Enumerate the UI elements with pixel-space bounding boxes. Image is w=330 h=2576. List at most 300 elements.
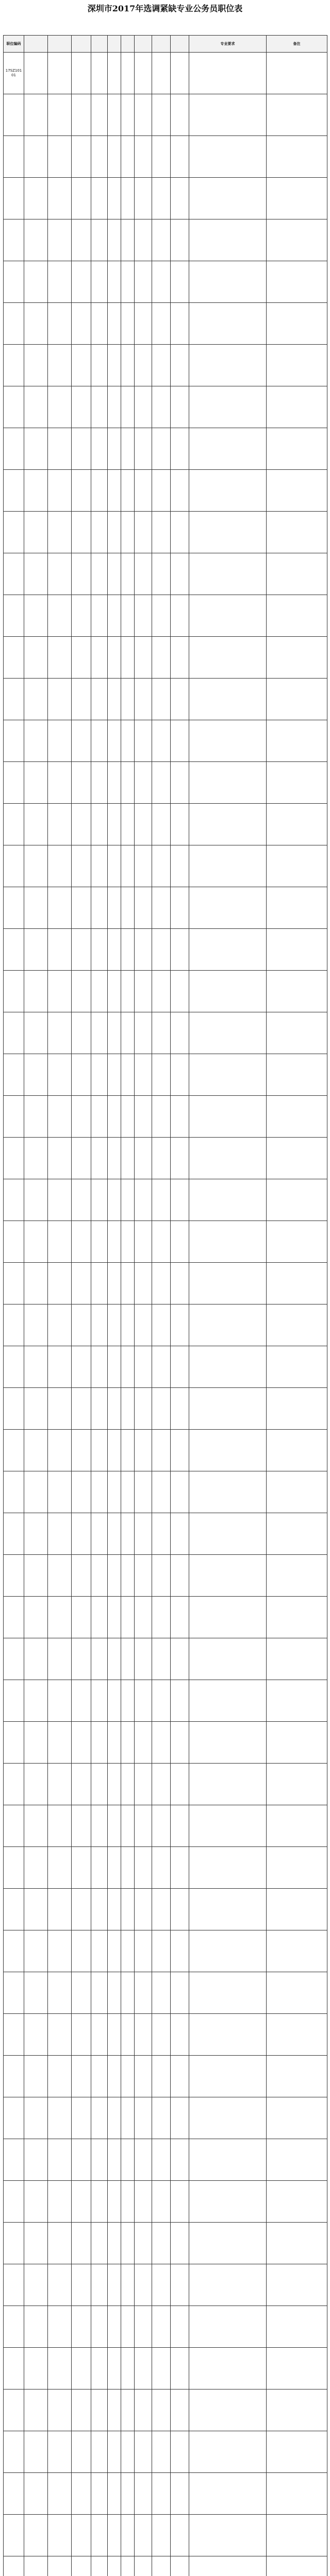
- table-cell: [189, 887, 267, 929]
- table-cell: [121, 1096, 135, 1138]
- table-cell: [189, 2348, 267, 2389]
- table-cell: [135, 679, 152, 720]
- table-row: [4, 2181, 327, 2223]
- table-cell: [91, 2473, 108, 2515]
- table-cell: [4, 1346, 24, 1388]
- table-cell: [108, 2181, 121, 2223]
- table-cell: [72, 1764, 91, 1805]
- table-cell: [171, 637, 189, 679]
- table-cell: [135, 1221, 152, 1263]
- table-cell: [267, 470, 327, 512]
- table-cell: [135, 2014, 152, 2056]
- table-cell: [48, 1972, 72, 2014]
- table-cell: [91, 887, 108, 929]
- table-cell: [24, 136, 48, 178]
- table-cell: [189, 178, 267, 219]
- table-cell: [152, 1930, 171, 1972]
- table-cell: [24, 595, 48, 637]
- table-cell: [48, 595, 72, 637]
- table-cell: [135, 2556, 152, 2576]
- table-cell: [91, 1638, 108, 1680]
- table-cell: [121, 762, 135, 804]
- table-cell: [91, 2556, 108, 2576]
- table-cell: [152, 845, 171, 887]
- table-row: [4, 178, 327, 219]
- table-cell: [4, 2556, 24, 2576]
- table-cell: [135, 512, 152, 553]
- table-cell: [4, 1930, 24, 1972]
- table-cell: [91, 1889, 108, 1930]
- table-cell: [91, 1179, 108, 1221]
- table-cell: [121, 2181, 135, 2223]
- table-row: [4, 1430, 327, 1471]
- table-cell: [24, 428, 48, 470]
- table-cell: [72, 1179, 91, 1221]
- table-row: [4, 1096, 327, 1138]
- table-cell: [121, 804, 135, 845]
- table-cell: [48, 637, 72, 679]
- table-cell: [91, 2014, 108, 2056]
- table-cell: [189, 595, 267, 637]
- table-cell: [152, 1555, 171, 1597]
- table-cell: [121, 2473, 135, 2515]
- table-cell: [171, 2181, 189, 2223]
- table-cell: [72, 845, 91, 887]
- table-cell: [24, 2056, 48, 2097]
- table-cell: [135, 345, 152, 386]
- table-cell: [72, 1847, 91, 1889]
- table-cell: [91, 1471, 108, 1513]
- table-cell: [108, 1430, 121, 1471]
- table-cell: [189, 1138, 267, 1179]
- table-cell: [121, 1597, 135, 1638]
- table-cell: [189, 2556, 267, 2576]
- table-cell: [48, 1764, 72, 1805]
- table-cell: [72, 1054, 91, 1096]
- table-cell: [267, 1388, 327, 1430]
- table-cell: [267, 512, 327, 553]
- table-cell: [189, 2014, 267, 2056]
- table-cell: [108, 2139, 121, 2181]
- table-cell: [135, 2515, 152, 2556]
- table-row: [4, 512, 327, 553]
- table-cell: [91, 1764, 108, 1805]
- table-cell: [24, 2223, 48, 2264]
- table-cell: [267, 2223, 327, 2264]
- table-cell: [121, 94, 135, 136]
- table-cell: [171, 1096, 189, 1138]
- table-cell: [267, 1263, 327, 1304]
- table-cell: [267, 1972, 327, 2014]
- table-cell: [4, 2473, 24, 2515]
- table-cell: [108, 1805, 121, 1847]
- table-cell: [91, 679, 108, 720]
- table-cell: [135, 1972, 152, 2014]
- table-cell: [189, 1096, 267, 1138]
- table-cell: [72, 679, 91, 720]
- table-cell: [48, 1930, 72, 1972]
- table-cell: [189, 1388, 267, 1430]
- table-cell: [24, 261, 48, 303]
- table-cell: [4, 1012, 24, 1054]
- table-cell: [24, 2014, 48, 2056]
- table-cell: [72, 2348, 91, 2389]
- table-cell: [135, 595, 152, 637]
- table-cell: [24, 1764, 48, 1805]
- table-cell: [4, 2223, 24, 2264]
- table-row: [4, 720, 327, 762]
- table-cell: [135, 1346, 152, 1388]
- table-cell: [152, 136, 171, 178]
- table-cell: [171, 1513, 189, 1555]
- table-cell: [171, 2139, 189, 2181]
- table-cell: [152, 303, 171, 345]
- table-cell: [152, 595, 171, 637]
- table-row: [4, 2306, 327, 2348]
- table-cell: [135, 470, 152, 512]
- table-cell: [24, 303, 48, 345]
- table-cell: [189, 1012, 267, 1054]
- table-cell: [72, 178, 91, 219]
- table-row: [4, 1263, 327, 1304]
- table-cell: [189, 929, 267, 971]
- table-row: [4, 1138, 327, 1179]
- table-cell: [189, 1179, 267, 1221]
- table-cell: [171, 2515, 189, 2556]
- table-cell: [72, 637, 91, 679]
- table-row: [4, 1513, 327, 1555]
- table-row: [4, 637, 327, 679]
- table-cell: [48, 1513, 72, 1555]
- table-cell: [72, 1471, 91, 1513]
- table-cell: [72, 345, 91, 386]
- table-row: [4, 2223, 327, 2264]
- table-cell: [189, 2515, 267, 2556]
- table-cell: [91, 512, 108, 553]
- table-cell: [152, 2139, 171, 2181]
- table-cell: [152, 1054, 171, 1096]
- table-cell: [189, 804, 267, 845]
- table-cell: [171, 1054, 189, 1096]
- table-cell: [48, 386, 72, 428]
- table-cell: [121, 2014, 135, 2056]
- table-cell: [189, 345, 267, 386]
- table-cell: [24, 1221, 48, 1263]
- table-cell: [121, 1179, 135, 1221]
- table-cell: [48, 1221, 72, 1263]
- table-row: [4, 136, 327, 178]
- table-cell: [48, 1138, 72, 1179]
- table-row: [4, 1054, 327, 1096]
- table-cell: [152, 1304, 171, 1346]
- table-cell: [267, 1430, 327, 1471]
- table-cell: [48, 2515, 72, 2556]
- table-cell: [135, 386, 152, 428]
- table-cell: [135, 1805, 152, 1847]
- table-cell: [135, 762, 152, 804]
- table-row: [4, 2515, 327, 2556]
- table-cell: [121, 720, 135, 762]
- table-cell: [4, 887, 24, 929]
- table-cell: [108, 1889, 121, 1930]
- table-row: [4, 261, 327, 303]
- table-cell: [48, 1805, 72, 1847]
- table-cell: [72, 2139, 91, 2181]
- table-cell: [91, 1263, 108, 1304]
- table-row: [4, 2056, 327, 2097]
- table-cell: [189, 679, 267, 720]
- table-cell: [4, 261, 24, 303]
- table-cell: [91, 1012, 108, 1054]
- table-cell: [121, 1388, 135, 1430]
- table-cell: [4, 1471, 24, 1513]
- table-cell: [108, 386, 121, 428]
- table-cell: [91, 1096, 108, 1138]
- table-row: [4, 1680, 327, 1722]
- table-cell: [121, 512, 135, 553]
- table-cell: [121, 1471, 135, 1513]
- table-row: [4, 2431, 327, 2473]
- column-header: 备注: [267, 36, 327, 53]
- table-cell: [152, 2097, 171, 2139]
- table-cell: [108, 94, 121, 136]
- table-cell: [121, 1638, 135, 1680]
- table-cell: [189, 1263, 267, 1304]
- table-cell: [135, 1847, 152, 1889]
- table-cell: [24, 1388, 48, 1430]
- table-cell: [4, 1388, 24, 1430]
- table-cell: [267, 1096, 327, 1138]
- table-cell: [48, 428, 72, 470]
- table-cell: [152, 1597, 171, 1638]
- table-cell: [24, 1597, 48, 1638]
- table-cell: [4, 762, 24, 804]
- table-cell: [91, 428, 108, 470]
- table-cell: [91, 2431, 108, 2473]
- table-cell: [135, 1096, 152, 1138]
- table-cell: [189, 1680, 267, 1722]
- table-cell: [4, 1847, 24, 1889]
- table-cell: [135, 1388, 152, 1430]
- table-cell: [108, 1597, 121, 1638]
- table-cell: [108, 845, 121, 887]
- table-cell: [24, 2306, 48, 2348]
- table-cell: [267, 1722, 327, 1764]
- table-cell: [108, 2431, 121, 2473]
- table-row: [4, 2389, 327, 2431]
- table-row: [4, 1764, 327, 1805]
- table-cell: [108, 2223, 121, 2264]
- table-cell: [48, 1263, 72, 1304]
- table-cell: [91, 1513, 108, 1555]
- table-cell: [4, 1680, 24, 1722]
- table-cell: [48, 1346, 72, 1388]
- table-cell: [48, 1722, 72, 1764]
- table-cell: [48, 2556, 72, 2576]
- table-cell: [171, 303, 189, 345]
- table-cell: [24, 1513, 48, 1555]
- table-cell: [24, 1847, 48, 1889]
- table-cell: [108, 1764, 121, 1805]
- table-cell: [267, 553, 327, 595]
- table-cell: [72, 762, 91, 804]
- table-cell: [108, 2556, 121, 2576]
- table-row: [4, 1972, 327, 2014]
- table-cell: [267, 219, 327, 261]
- table-cell: [189, 637, 267, 679]
- table-cell: [24, 1054, 48, 1096]
- table-cell: [152, 1430, 171, 1471]
- table-cell: [171, 1304, 189, 1346]
- table-cell: [4, 1722, 24, 1764]
- table-row: [4, 386, 327, 428]
- table-cell: [48, 2264, 72, 2306]
- table-row: [4, 1346, 327, 1388]
- table-cell: [121, 1847, 135, 1889]
- table-cell: [189, 1722, 267, 1764]
- table-cell: [108, 470, 121, 512]
- table-cell: [108, 1054, 121, 1096]
- table-cell: [135, 1471, 152, 1513]
- table-cell: [135, 637, 152, 679]
- table-cell: [72, 1138, 91, 1179]
- table-cell: [108, 2056, 121, 2097]
- table-cell: [72, 595, 91, 637]
- table-cell: [171, 94, 189, 136]
- table-cell: [24, 1889, 48, 1930]
- table-cell: [135, 53, 152, 94]
- table-row: [4, 1555, 327, 1597]
- table-cell: [48, 1847, 72, 1889]
- table-cell: [108, 2264, 121, 2306]
- table-cell: [152, 637, 171, 679]
- table-cell: [48, 887, 72, 929]
- table-row: [4, 2097, 327, 2139]
- table-cell: [121, 1555, 135, 1597]
- column-header: [24, 36, 48, 53]
- table-cell: [91, 2097, 108, 2139]
- table-cell: [189, 2097, 267, 2139]
- table-cell: [108, 1138, 121, 1179]
- table-cell: [152, 2056, 171, 2097]
- column-header: [152, 36, 171, 53]
- table-cell: [152, 1805, 171, 1847]
- table-cell: [171, 1764, 189, 1805]
- table-cell: [48, 1430, 72, 1471]
- table-cell: [24, 178, 48, 219]
- table-cell: [48, 971, 72, 1012]
- table-cell: [121, 1263, 135, 1304]
- table-cell: [108, 929, 121, 971]
- table-cell: [24, 2139, 48, 2181]
- table-cell: [48, 2223, 72, 2264]
- table-cell: [267, 2431, 327, 2473]
- table-row: [4, 94, 327, 136]
- table-cell: [189, 1764, 267, 1805]
- table-cell: [91, 2264, 108, 2306]
- table-cell: [4, 2014, 24, 2056]
- table-cell: [267, 2097, 327, 2139]
- table-cell: [91, 929, 108, 971]
- table-cell: [171, 595, 189, 637]
- table-cell: [24, 1930, 48, 1972]
- table-cell: [171, 887, 189, 929]
- table-cell: [108, 178, 121, 219]
- table-cell: [189, 553, 267, 595]
- table-cell: [135, 261, 152, 303]
- table-cell: [152, 2348, 171, 2389]
- table-cell: [135, 1179, 152, 1221]
- table-cell: [189, 53, 267, 94]
- table-cell: [135, 929, 152, 971]
- table-cell: [267, 1471, 327, 1513]
- table-cell: [189, 1889, 267, 1930]
- table-cell: [108, 553, 121, 595]
- table-cell: [152, 1889, 171, 1930]
- table-cell: [24, 2515, 48, 2556]
- table-cell: [48, 2014, 72, 2056]
- table-cell: [108, 971, 121, 1012]
- table-cell: [121, 261, 135, 303]
- table-cell: [152, 1764, 171, 1805]
- table-cell: [72, 1221, 91, 1263]
- table-cell: [135, 1930, 152, 1972]
- table-cell: [24, 1346, 48, 1388]
- table-cell: [135, 1889, 152, 1930]
- table-cell: [152, 553, 171, 595]
- table-cell: [152, 1388, 171, 1430]
- column-header: 专业要求: [189, 36, 267, 53]
- table-cell: [48, 2097, 72, 2139]
- table-cell: [152, 345, 171, 386]
- table-row: [4, 1012, 327, 1054]
- table-cell: [91, 1054, 108, 1096]
- table-cell: [135, 1764, 152, 1805]
- table-cell: [108, 887, 121, 929]
- table-cell: [171, 1889, 189, 1930]
- table-cell: [72, 2056, 91, 2097]
- table-cell: [4, 2306, 24, 2348]
- table-row: [4, 1179, 327, 1221]
- table-cell: [72, 303, 91, 345]
- table-cell: [121, 1054, 135, 1096]
- table-cell: [267, 2306, 327, 2348]
- table-cell: [108, 2348, 121, 2389]
- table-cell: [121, 428, 135, 470]
- table-row: [4, 1805, 327, 1847]
- table-cell: [72, 136, 91, 178]
- table-cell: [72, 553, 91, 595]
- table-cell: [135, 1513, 152, 1555]
- table-cell: [108, 1471, 121, 1513]
- table-cell: [152, 53, 171, 94]
- table-cell: [72, 470, 91, 512]
- table-cell: [152, 1513, 171, 1555]
- table-cell: [4, 1304, 24, 1346]
- table-cell: [4, 1179, 24, 1221]
- table-cell: [72, 94, 91, 136]
- table-cell: [108, 2473, 121, 2515]
- table-cell: [171, 2556, 189, 2576]
- notes-block: [0, 18, 330, 35]
- table-cell: [24, 1638, 48, 1680]
- table-cell: [4, 637, 24, 679]
- table-cell: [108, 595, 121, 637]
- table-cell: [171, 1597, 189, 1638]
- table-cell: [171, 845, 189, 887]
- table-cell: [171, 2223, 189, 2264]
- table-cell: [24, 887, 48, 929]
